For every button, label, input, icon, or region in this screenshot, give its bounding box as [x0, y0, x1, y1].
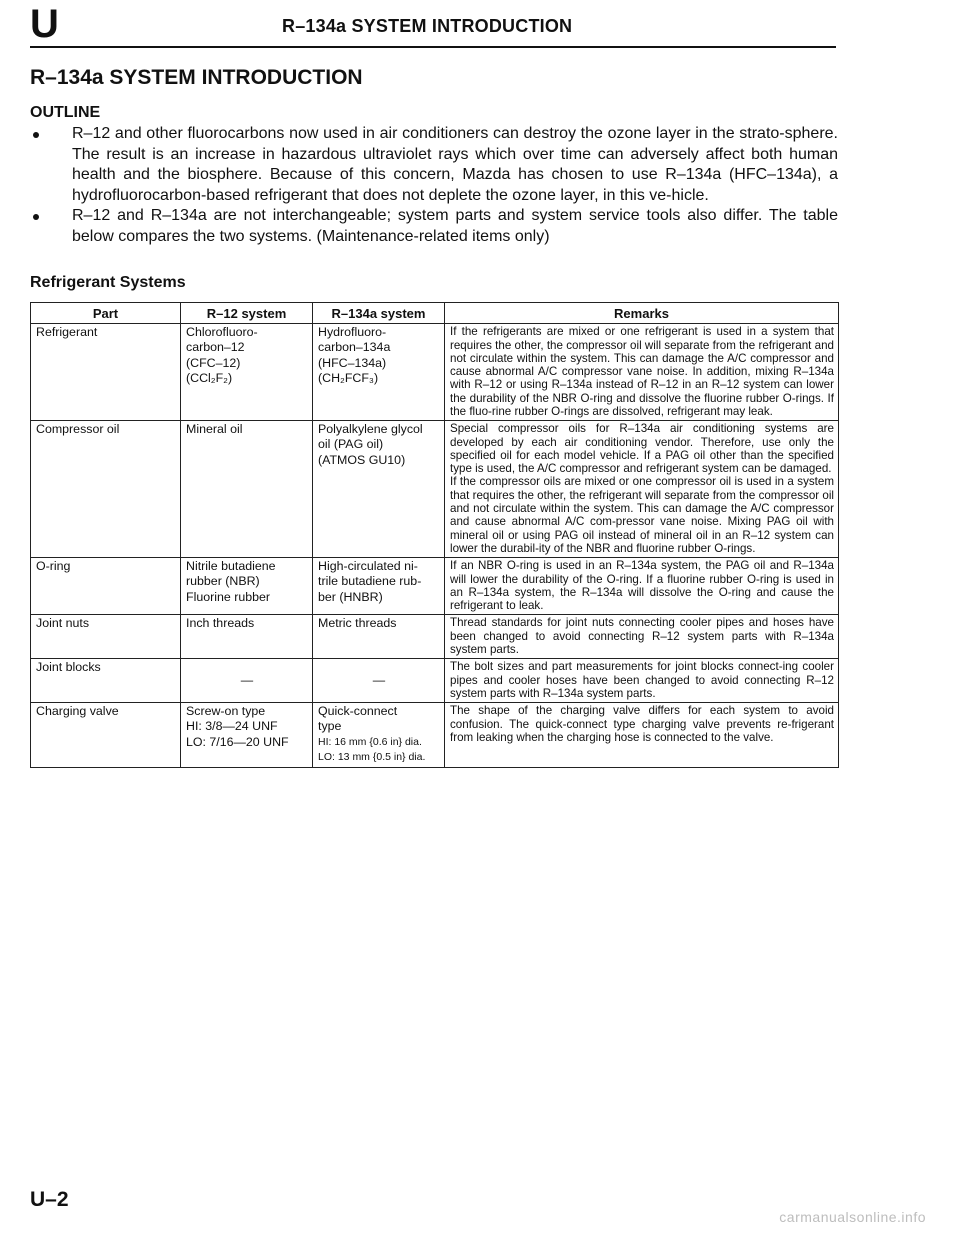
r12-cell: Inch threads	[181, 615, 313, 659]
table-row	[31, 615, 839, 659]
r12-cell: Nitrile butadiene rubber (NBR) Fluorine rubber	[181, 558, 313, 615]
r12-cell: Chlorofluoro- carbon–12 (CFC–12) (CCl₂F₂)	[181, 324, 313, 421]
column-header-part: Part	[31, 303, 181, 324]
remarks-cell: The shape of the charging valve differs for each system to avoid confusion. The quick-connect type charging valve prevents re-frigerant from leaking when the charging hose is connected to the valve.	[445, 703, 839, 768]
page-number: U–2	[30, 1188, 69, 1211]
r134a-cell: Metric threads	[313, 615, 445, 659]
watermark: carmanualsonline.info	[779, 1209, 926, 1225]
remarks-cell: The bolt sizes and part measurements for joint blocks connect-ing cooler pipes and cooler hoses have been changed to avoid connecting R–12 system parts with R–134a system parts.	[445, 659, 839, 703]
r134a-valve-sizes: HI: 16 mm {0.6 in} dia. LO: 13 mm {0.5 in} dia.	[318, 735, 426, 763]
r134a-cell: Hydrofluoro- carbon–134a (HFC–134a) (CH₂FCF₃)	[313, 324, 445, 421]
remarks-cell: Thread standards for joint nuts connecting cooler pipes and hoses have been changed to avoid connecting R–12 system parts with R–134a system parts.	[445, 615, 839, 659]
section-letter: U	[30, 2, 59, 46]
part-cell: O-ring	[31, 558, 181, 615]
table-heading: Refrigerant Systems	[30, 274, 186, 291]
r12-cell: Mineral oil	[181, 421, 313, 558]
remarks-cell: If the refrigerants are mixed or one refrigerant is used in a system that requires the other, the compressor oil will separate from the refrigerant and not circulate within the system. This can damage the A/C compressor and cause abnormal A/C compressor vane noise. In addition, mixing R–134a with R–12 or using R–134a instead of R–12 in an R–12 system can lower the durability of the NBR O-ring and dissolve the fluorine rubber O-rings. If the fluo-rine rubber O-rings are dissolved, refrigerant may leak.	[445, 324, 839, 421]
part-cell: Refrigerant	[31, 324, 181, 421]
table-row	[31, 703, 839, 768]
page-title: R–134a SYSTEM INTRODUCTION	[30, 66, 363, 89]
header-title: R–134a SYSTEM INTRODUCTION	[282, 16, 573, 36]
outline-bullets	[30, 124, 838, 247]
table-row	[31, 324, 839, 421]
table-header-row	[31, 303, 839, 324]
remarks-cell: If an NBR O-ring is used in an R–134a system, the PAG oil and R–134a will lower the durability of the O-ring. If a fluorine rubber O-ring is used in an R–134a system, the R–134a will dissolve the O-ring and cause the refrigerant to leak.	[445, 558, 839, 615]
table-row	[31, 659, 839, 703]
header-rule	[30, 46, 836, 48]
column-header-remarks: Remarks	[445, 303, 839, 324]
part-cell: Compressor oil	[31, 421, 181, 558]
table-row	[31, 558, 839, 615]
remarks-cell: Special compressor oils for R–134a air conditioning systems are developed by each air conditioning vendor. Therefore, use only the specified oil for each model vehicle. If a PAG oil other than the specified type is used, the A/C compressor and refrigerant system can be damaged. If the compressor oils are mixed or one compressor oil is used in a system that requires the other, the refrigerant will separate from the compressor oil and not circulate within the system. This can damage the A/C compressor and cause abnormal A/C com-pressor vane noise. Mixing PAG oil with mineral oil or using PAG oil instead of mineral oil in an R–12 system can lower the durabil-ity of the NBR and fluorine rubber O-rings.	[445, 421, 839, 558]
table-row	[31, 421, 839, 558]
r12-cell: —	[181, 659, 313, 703]
r134a-valve-type: Quick-connect type	[318, 704, 398, 734]
part-cell: Charging valve	[31, 703, 181, 768]
part-cell: Joint blocks	[31, 659, 181, 703]
list-item: R–12 and R–134a are not interchangeable; system parts and system service tools also differ. The table below compares the two systems. (Maintenance-related items only)	[30, 206, 838, 247]
r134a-cell: Polyalkylene glycol oil (PAG oil) (ATMOS GU10)	[313, 421, 445, 558]
part-cell: Joint nuts	[31, 615, 181, 659]
r134a-cell: —	[313, 659, 445, 703]
column-header-r12: R–12 system	[181, 303, 313, 324]
r134a-cell	[313, 703, 445, 768]
column-header-r134a: R–134a system	[313, 303, 445, 324]
refrigerant-systems-table	[30, 302, 839, 768]
r12-cell: Screw-on type HI: 3/8—24 UNF LO: 7/16—20 UNF	[181, 703, 313, 768]
r134a-cell: High-circulated ni- trile butadiene rub- ber (HNBR)	[313, 558, 445, 615]
list-item: R–12 and other fluorocarbons now used in air conditioners can destroy the ozone layer in the strato-sphere. The result is an increase in hazardous ultraviolet rays which over time can adversely affect both human health and the biosphere. Because of this concern, Mazda has chosen to use R–134a (HFC–134a), a hydrofluorocarbon-based refrigerant that does not deplete the ozone layer, in this ve-hicle.	[30, 124, 838, 206]
outline-heading: OUTLINE	[30, 104, 101, 121]
